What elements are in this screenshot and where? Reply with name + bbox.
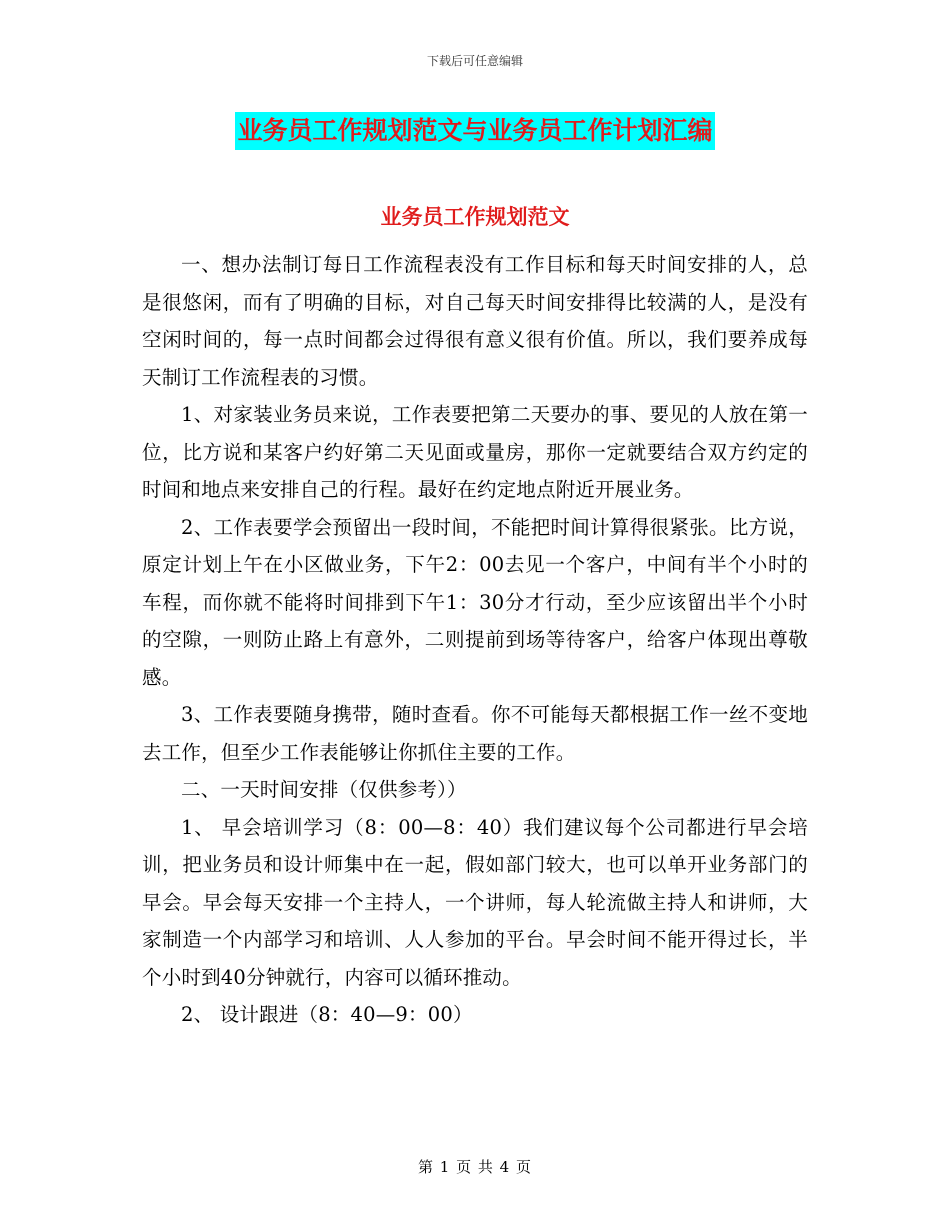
paragraph-7: 2、 设计跟进（8：40—9：00）	[181, 1003, 473, 1026]
paragraph-2: 1、对家装业务员来说，工作表要把第二天要办的事、要见的人放在第一位，比方说和某客户约好第二天见面或量房，那你一定就要结合双方约定的时间和地点来安排自己的行程。最好在约定地点附近开展业务。	[142, 403, 808, 501]
paragraph-3: 2、工作表要学会预留出一段时间，不能把时间计算得很紧张。比方说，原定计划上午在小区做业务，下午2：00去见一个客户，中间有半个小时的车程，而你就不能将时间排到下午1：30分才行动，至少应该留出半个小时的空隙，一则防止路上有意外，二则提前到场等待客户，给客户体现出尊敬感。	[142, 515, 808, 689]
section-title: 业务员工作规划范文	[380, 205, 570, 229]
document-body	[142, 246, 808, 1034]
page-header-note: 下载后可任意编辑	[426, 54, 523, 68]
paragraph-6: 1、 早会培训学习（8：00—8：40）我们建议每个公司都进行早会培训，把业务员和设计师集中在一起，假如部门较大，也可以单开业务部门的早会。早会每天安排一个主持人，一个讲师，每人轮流做主持人和讲师，大家制造一个内部学习和培训、人人参加的平台。早会时间不能开得过长，半个小时到40分钟就行，内容可以循环推动。	[142, 815, 808, 989]
document-title: 业务员工作规划范文与业务员工作计划汇编	[235, 112, 714, 150]
paragraph-1: 一、想办法制订每日工作流程表没有工作目标和每天时间安排的人，总是很悠闲，而有了明确的目标，对自己每天时间安排得比较满的人，是没有空闲时间的，每一点时间都会过得很有意义很有价值。所以，我们要养成每天制订工作流程表的习惯。	[142, 253, 808, 389]
page-footer-number: 第 1 页 共 4 页	[418, 1158, 532, 1176]
paragraph-4: 3、工作表要随身携带，随时查看。你不可能每天都根据工作一丝不变地去工作，但至少工作表能够让你抓住主要的工作。	[142, 703, 808, 764]
paragraph-5: 二、一天时间安排（仅供参考））	[181, 778, 467, 801]
document-title-container	[0, 112, 950, 150]
